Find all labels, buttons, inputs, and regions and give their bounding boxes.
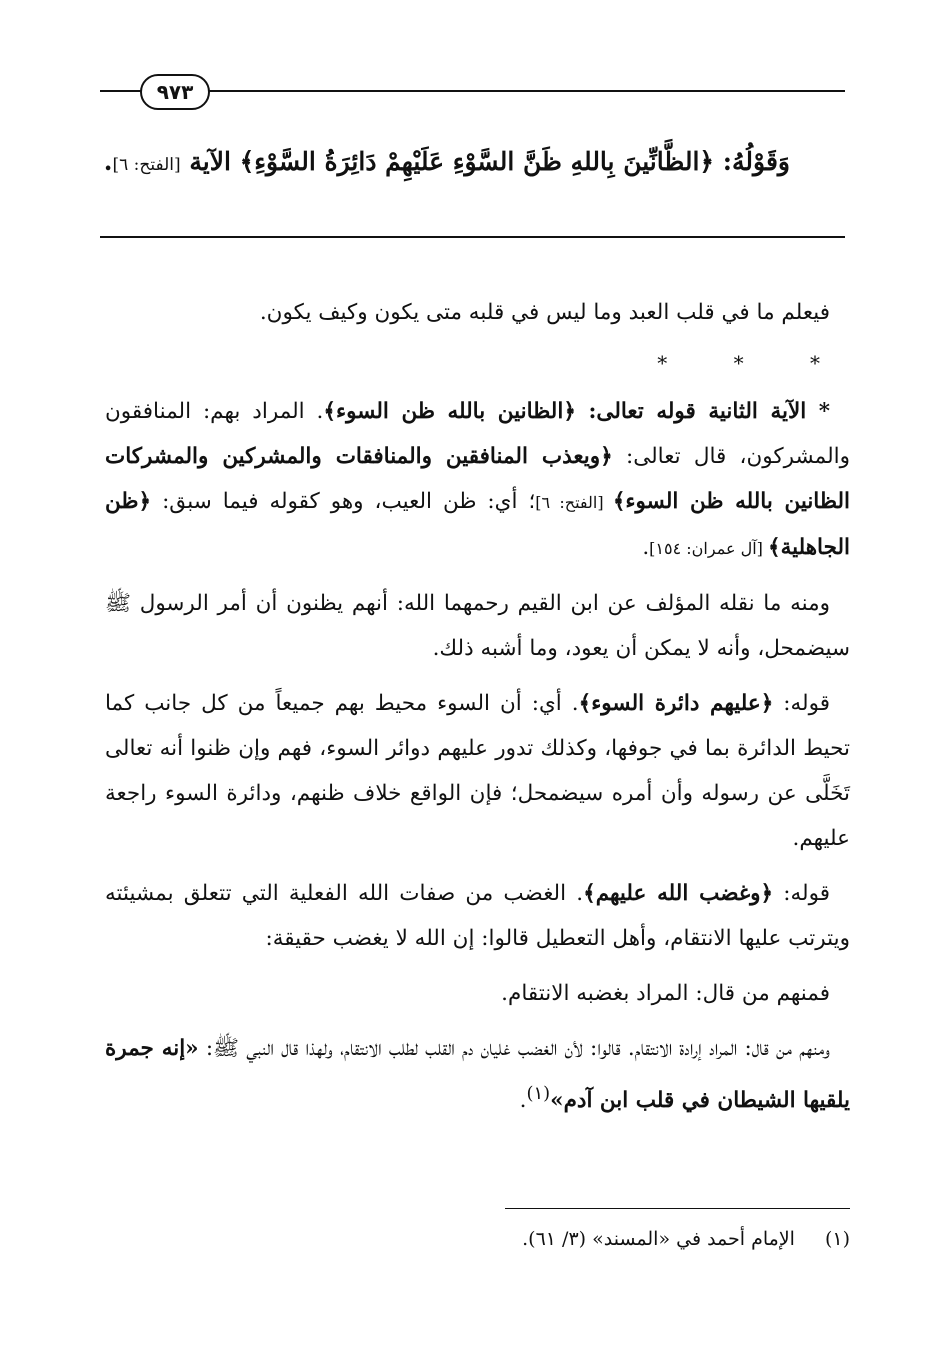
- text-run: . المراد بهم: المنافقون والمشركون، قال تعالى:: [105, 399, 850, 469]
- quoted-verse-inline: ﴿ظن الجاهلية﴾: [105, 489, 850, 560]
- quoted-verse-inline: ﴿عليهم دائرة السوء﴾: [578, 691, 774, 716]
- text-run: . أي: أن السوء محيط بهم جميعاً من كل جانب كما تحيط الدائرة بما في جوفها، وكذلك تدور عليهم دوائر السوء، فهم وإن ظنوا أنه تعالى تَخَلَّى عن رسوله وأن أمره سيضمحل؛ فإن الواقع خلاف ظنهم، ودائرة السوء راجعة عليهم.: [105, 691, 850, 851]
- text-run: .: [642, 535, 650, 560]
- footnote-number: (١): [824, 1228, 850, 1250]
- footnote-text: الإمام أحمد في «المسند» (٣/ ٦١).: [522, 1228, 795, 1250]
- star-marker: *: [806, 399, 830, 424]
- paragraph-7: [105, 1026, 850, 1123]
- text-run: قوله:: [773, 691, 830, 716]
- footnote-marker: (١): [526, 1083, 551, 1104]
- paragraph-5: [105, 871, 850, 961]
- footnote: [300, 1228, 850, 1250]
- text-run: .: [519, 1088, 527, 1114]
- quoted-verse-inline: ﴿وغضب الله عليهم﴾: [583, 881, 774, 906]
- bold-heading: الآية الثانية قوله تعالى: ﴿الظانين بالله ظن السوء﴾: [323, 399, 807, 424]
- hadith-quote: «إنه جمرة يلقيها الشيطان في قلب ابن آدم»: [105, 1036, 850, 1114]
- paragraph-2: [105, 389, 850, 571]
- commentary-body: [105, 290, 850, 1133]
- paragraph-6: فمنهم من قال: المراد بغضبه الانتقام.: [501, 981, 830, 1006]
- paragraph-4: [105, 681, 850, 861]
- header-rule: [100, 90, 845, 92]
- footnote-rule: [505, 1208, 850, 1209]
- page-number: ٩٧٣: [140, 74, 210, 110]
- paragraph-3: ومنه ما نقله المؤلف عن ابن القيم رحمهما الله: أنهم يظنون أن أمر الرسول ﷺ سيضمحل، وأنه لا يمكن أن يعود، وما أشبه ذلك.: [105, 591, 850, 661]
- verse-tail: الآية: [180, 147, 240, 176]
- verse-reference: [الفتح: ٦]: [112, 155, 181, 175]
- verse-lead: وَقَوْلُهُ:: [714, 147, 790, 176]
- quoted-verse-inline: ﴿ويعذب المنافقين والمنافقات والمشركين والمشركات الظانين بالله ظن السوء﴾: [105, 444, 851, 514]
- verse-rule: [100, 236, 845, 238]
- verse-reference: [آل عمران: ١٥٤]: [649, 539, 768, 558]
- text-run: ومنهم من قال: المراد إرادة الانتقام. قالوا: لأن الغضب غليان دم القلب لطلب الانتقام، ولهذا قال النبي ﷺ:: [198, 1036, 830, 1061]
- section-separator: * * *: [657, 351, 850, 375]
- verse-reference: [الفتح: ٦]: [535, 493, 613, 512]
- text-run: قوله:: [773, 881, 830, 906]
- text-run: . الغضب من صفات الله الفعلية التي تتعلق بمشيئته ويترتب عليها الانتقام، وأهل التعطيل قالوا: إن الله لا يغضب حقيقة:: [105, 881, 850, 951]
- verse-text: ﴿الظَّانِّينَ بِاللهِ ظَنَّ السَّوْءِ عَلَيْهِمْ دَائِرَةُ السَّوْءِ﴾: [239, 147, 715, 176]
- quoted-verse: [100, 146, 790, 179]
- paragraph-1: فيعلم ما في قلب العبد وما ليس في قلبه متى يكون وكيف يكون.: [259, 300, 830, 325]
- text-run: ؛ أي: ظن العيب، وهو كقوله فيما سبق:: [151, 489, 536, 514]
- verse-end: .: [103, 147, 113, 176]
